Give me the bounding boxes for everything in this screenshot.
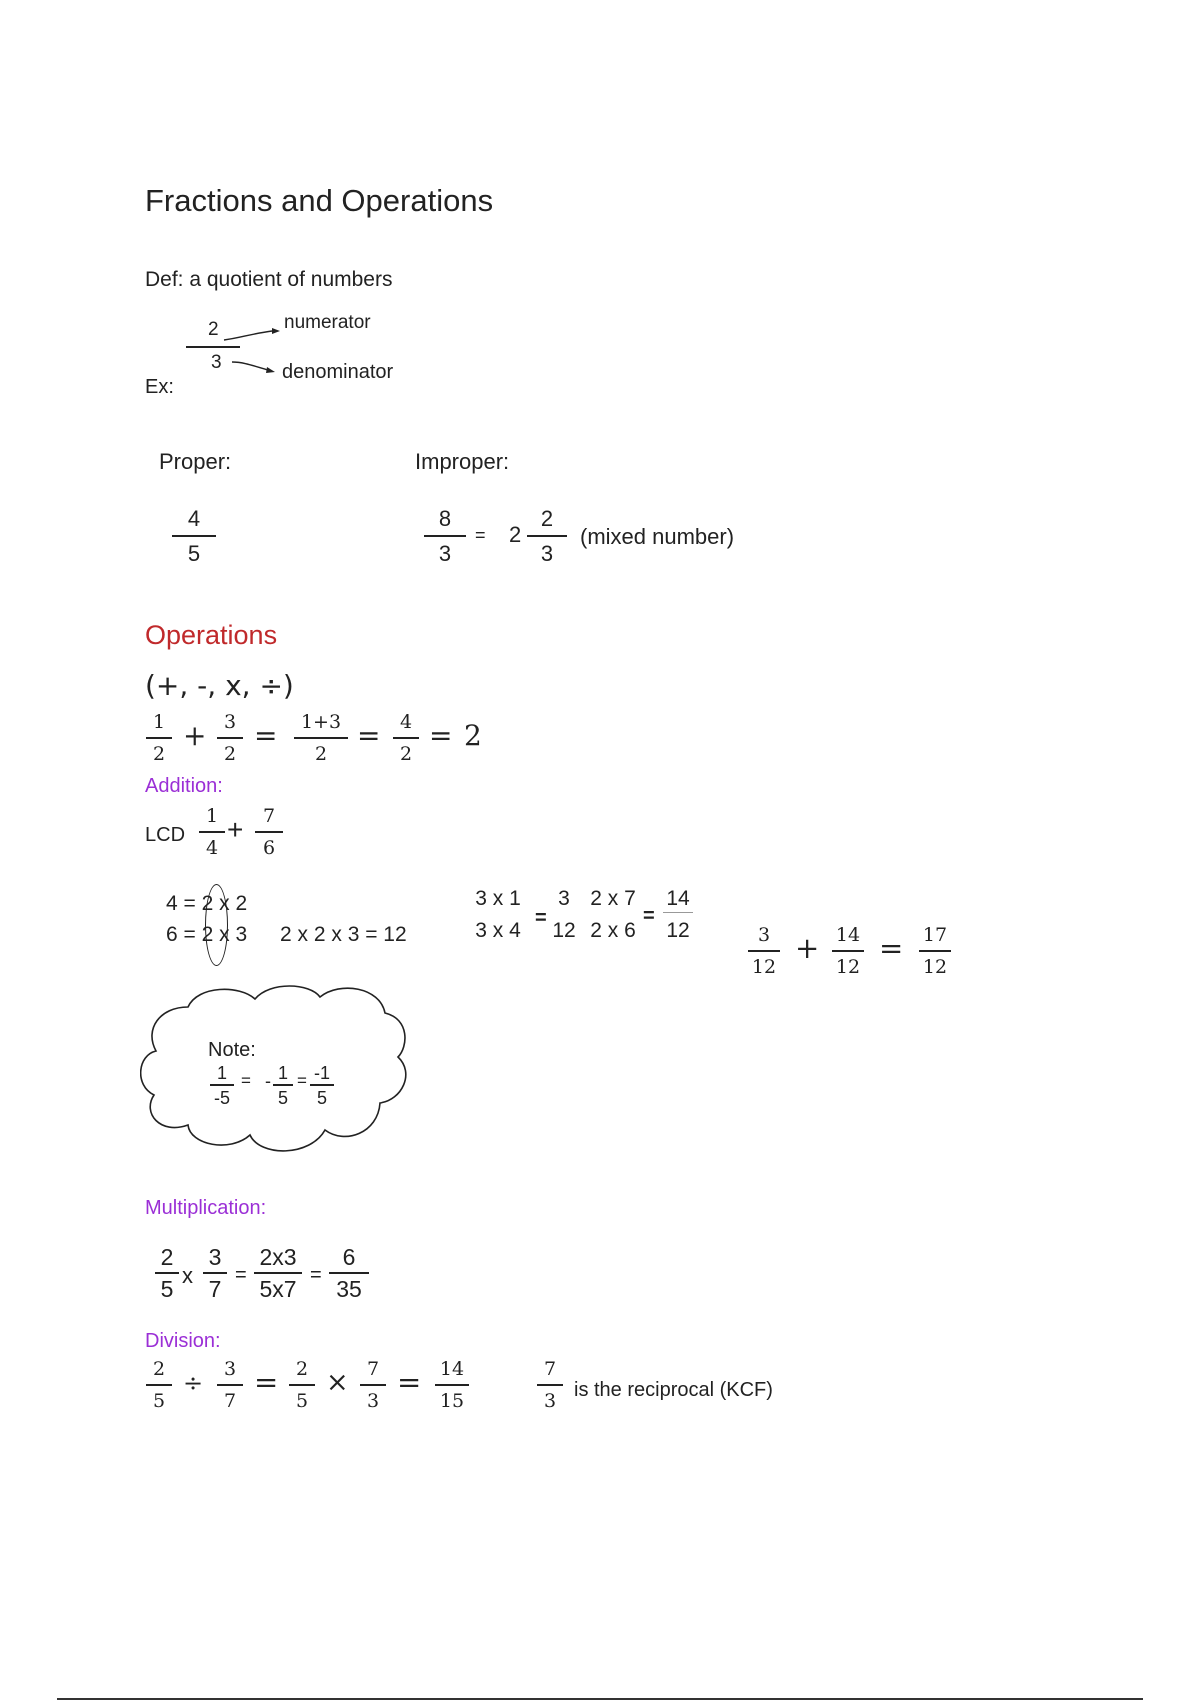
div-fraction-c	[289, 1360, 315, 1411]
sum-d-numerator: 4	[399, 711, 413, 733]
common-factor-circle	[205, 884, 228, 966]
improper-label: Improper:	[415, 449, 510, 474]
note-negative-sign: -	[265, 1071, 271, 1091]
improper-denominator: 3	[438, 541, 452, 566]
mult-d-numerator: 6	[342, 1244, 356, 1270]
conv-d-denominator: 12	[666, 919, 690, 942]
div-times: ×	[326, 1367, 349, 1398]
addsum-equals: =	[879, 931, 904, 965]
div-equals-1: =	[254, 1365, 279, 1399]
div-a-denominator: 5	[152, 1390, 166, 1412]
div-b-denominator: 7	[223, 1390, 237, 1412]
div-c-numerator: 2	[295, 1358, 309, 1380]
sum-fraction-d	[393, 713, 419, 764]
mixed-numerator: 2	[540, 506, 554, 531]
mixed-fraction	[527, 508, 567, 565]
addsum-fraction-a	[748, 926, 780, 977]
conv-fraction-c	[585, 888, 641, 941]
lcd-fraction-b	[255, 807, 283, 858]
mixed-number-note: (mixed number)	[580, 524, 735, 549]
sum-result: 2	[464, 719, 482, 752]
note-fraction-a	[210, 1064, 234, 1107]
improper-numerator: 8	[438, 506, 452, 531]
mult-c-denominator: 5x7	[259, 1276, 297, 1302]
note-fraction-b	[273, 1064, 293, 1107]
lcd-fraction-a	[199, 807, 225, 858]
div-c-denominator: 5	[295, 1390, 309, 1412]
mixed-whole: 2	[509, 522, 522, 547]
proper-fraction	[172, 508, 216, 565]
mixed-denominator: 3	[540, 541, 554, 566]
div-equals-2: =	[397, 1365, 422, 1399]
sum-equals-2: =	[357, 719, 381, 752]
conv-c-numerator: 2 x 7	[590, 887, 636, 910]
addsum-plus: +	[795, 931, 820, 965]
div-a-numerator: 2	[152, 1358, 166, 1380]
lcd-product: 2 x 2 x 3 = 12	[280, 923, 407, 946]
improper-equals: =	[475, 525, 486, 545]
div-d-numerator: 7	[366, 1358, 380, 1380]
mult-a-numerator: 2	[160, 1244, 174, 1270]
addsum-a-denominator: 12	[751, 956, 777, 978]
proper-denominator: 5	[187, 541, 201, 566]
conv-a-numerator: 3 x 1	[475, 887, 521, 910]
sum-b-denominator: 2	[223, 743, 237, 765]
conv-equals-1: =	[535, 907, 547, 929]
mult-b-numerator: 3	[208, 1244, 222, 1270]
lcd-label: LCD	[145, 824, 186, 846]
note-b-numerator: 1	[277, 1063, 288, 1083]
mult-times: x	[182, 1263, 193, 1288]
div-fraction-e	[435, 1360, 469, 1411]
mult-fraction-a	[155, 1246, 179, 1301]
note-b-denominator: 5	[277, 1088, 288, 1108]
conv-fraction-a	[470, 888, 526, 941]
mult-equals-2: =	[310, 1264, 322, 1286]
reciprocal-note: is the reciprocal (KCF)	[574, 1379, 773, 1401]
note-a-denominator: -5	[213, 1088, 230, 1108]
multiplication-label: Multiplication:	[145, 1197, 267, 1219]
sum-d-denominator: 2	[399, 743, 413, 765]
sum-equals-3: =	[429, 719, 453, 752]
conv-fraction-b	[551, 888, 577, 941]
div-fraction-b	[217, 1360, 243, 1411]
proper-numerator: 4	[187, 506, 201, 531]
conv-b-denominator: 12	[552, 919, 576, 942]
div-e-denominator: 15	[439, 1390, 465, 1412]
div-b-numerator: 3	[223, 1358, 237, 1380]
reciprocal-numerator: 7	[543, 1358, 557, 1380]
div-fraction-d	[360, 1360, 386, 1411]
lcd-a-numerator: 1	[205, 805, 219, 827]
note-equals-1: =	[241, 1071, 251, 1090]
factor-line-2: 6 = 2 x 3	[166, 923, 248, 946]
proper-label: Proper:	[159, 449, 232, 474]
note-equals-2: =	[297, 1071, 307, 1090]
addsum-b-numerator: 14	[835, 924, 861, 946]
denominator-label: denominator	[282, 361, 394, 383]
improper-fraction	[424, 508, 466, 565]
conv-a-denominator: 3 x 4	[475, 919, 521, 942]
lcd-b-denominator: 6	[262, 837, 276, 859]
division-label: Division:	[145, 1330, 221, 1352]
addition-label: Addition:	[145, 775, 223, 797]
conv-b-numerator: 3	[558, 887, 570, 910]
sum-a-denominator: 2	[152, 743, 166, 765]
operations-symbols: (+, -, x, ÷)	[145, 669, 294, 702]
mult-fraction-b	[203, 1246, 227, 1301]
addsum-c-numerator: 17	[922, 924, 948, 946]
mult-d-denominator: 35	[336, 1276, 362, 1302]
div-divide: ÷	[183, 1369, 204, 1397]
sum-b-numerator: 3	[223, 711, 237, 733]
conv-fraction-d	[663, 888, 693, 941]
reciprocal-denominator: 3	[543, 1390, 557, 1412]
div-e-numerator: 14	[439, 1358, 465, 1380]
conv-c-denominator: 2 x 6	[590, 919, 636, 942]
mult-equals-1: =	[235, 1264, 247, 1286]
sum-a-numerator: 1	[152, 711, 166, 733]
conv-equals-2: =	[643, 905, 655, 927]
addsum-fraction-b	[832, 926, 864, 977]
sum-c-denominator: 2	[314, 743, 328, 765]
numerator-label: numerator	[284, 312, 371, 333]
reciprocal-fraction	[537, 1360, 563, 1411]
sum-fraction-b	[217, 713, 243, 764]
mult-b-denominator: 7	[208, 1276, 222, 1302]
addsum-c-denominator: 12	[922, 956, 948, 978]
lcd-plus: +	[227, 814, 244, 845]
sum-equals-1: =	[254, 719, 278, 752]
factor-line-1: 4 = 2 x 2	[166, 892, 248, 915]
page-title: Fractions and Operations	[145, 183, 494, 218]
sum-c-numerator: 1+3	[300, 711, 342, 733]
sum-plus: +	[183, 719, 207, 752]
example-label: Ex:	[145, 376, 174, 398]
addsum-fraction-c	[919, 926, 951, 977]
addsum-b-denominator: 12	[835, 956, 861, 978]
mult-c-numerator: 2x3	[259, 1244, 297, 1270]
note-c-denominator: 5	[316, 1088, 327, 1108]
mult-a-denominator: 5	[160, 1276, 174, 1302]
note-a-numerator: 1	[216, 1063, 227, 1083]
lcd-a-denominator: 4	[205, 837, 219, 859]
div-fraction-a	[146, 1360, 172, 1411]
note-label: Note:	[208, 1039, 256, 1061]
div-d-denominator: 3	[366, 1390, 380, 1412]
sum-fraction-a	[146, 713, 172, 764]
addsum-a-numerator: 3	[757, 924, 771, 946]
definition-text: Def: a quotient of numbers	[145, 268, 393, 291]
conv-d-numerator: 14	[666, 887, 690, 910]
lcd-b-numerator: 7	[262, 805, 276, 827]
example-numerator-value: 2	[208, 319, 219, 340]
annotation-arrows	[220, 318, 280, 378]
operations-heading: Operations	[145, 620, 278, 650]
sum-fraction-c	[294, 713, 348, 764]
example-denominator-value: 3	[211, 352, 222, 373]
note-c-numerator: -1	[313, 1063, 330, 1083]
mult-fraction-c	[254, 1246, 302, 1301]
mult-fraction-d	[329, 1246, 369, 1301]
note-fraction-c	[310, 1064, 334, 1107]
